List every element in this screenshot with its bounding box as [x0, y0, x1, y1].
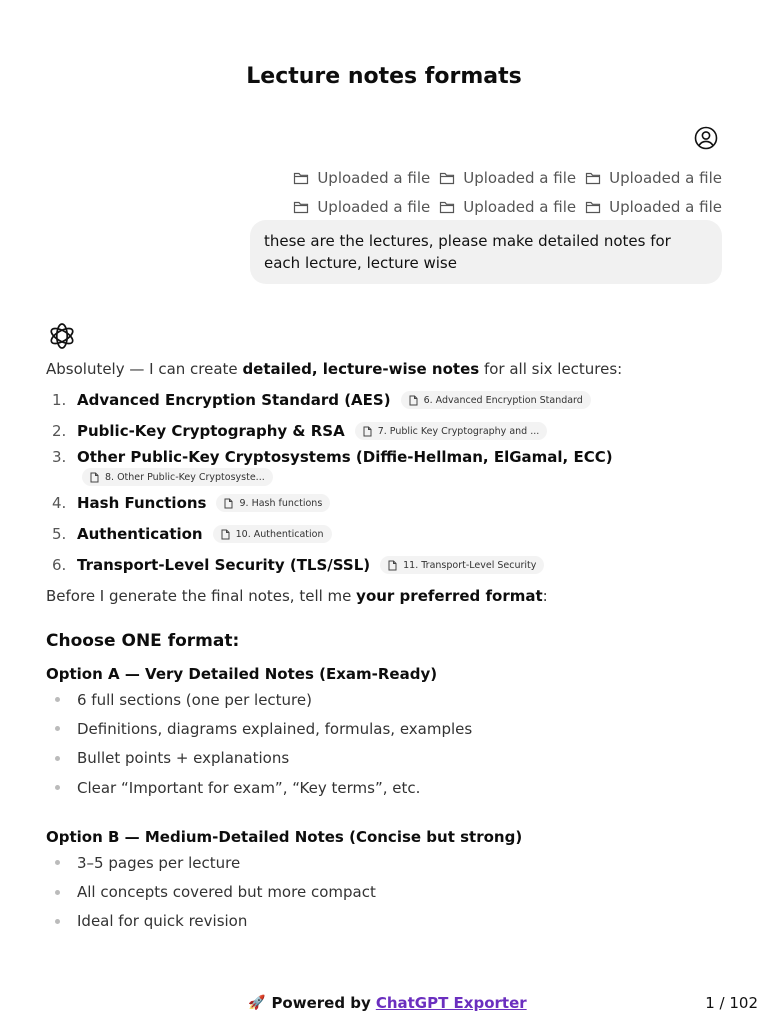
- option-a-list: [46, 685, 726, 802]
- lecture-title: Public-Key Cryptography & RSA: [77, 422, 345, 440]
- document-icon: [224, 498, 233, 509]
- lecture-item: [46, 489, 726, 517]
- list-item: All concepts covered but more compact: [46, 877, 726, 906]
- lecture-number: 5.: [52, 525, 67, 543]
- source-citation[interactable]: 7. Public Key Cryptography and ...: [355, 422, 548, 440]
- option-b-list: [46, 848, 726, 936]
- uploaded-file-chip[interactable]: [439, 198, 576, 216]
- uploaded-file-chip[interactable]: [585, 169, 722, 187]
- uploaded-file-label: Uploaded a file: [317, 197, 431, 216]
- option-a-heading: Option A — Very Detailed Notes (Exam-Ready): [46, 665, 438, 683]
- folder-icon: [585, 171, 601, 185]
- choose-format-heading: Choose ONE format:: [46, 631, 240, 651]
- user-avatar-icon: [694, 126, 718, 150]
- lecture-number: 1.: [52, 391, 67, 409]
- folder-icon: [439, 200, 455, 214]
- file-row: [242, 192, 722, 221]
- bullet-dot: [55, 919, 60, 924]
- uploaded-file-label: Uploaded a file: [463, 197, 577, 216]
- list-item: Bullet points + explanations: [46, 744, 726, 773]
- outro-text: Before I generate the final notes, tell me your preferred format:: [46, 587, 548, 605]
- lecture-list: [46, 386, 726, 579]
- uploaded-file-chip[interactable]: [293, 169, 430, 187]
- document-icon: [409, 395, 418, 406]
- lecture-title: Hash Functions: [77, 494, 207, 512]
- lecture-item: [46, 448, 726, 486]
- source-citation[interactable]: 9. Hash functions: [216, 494, 330, 512]
- user-message-bubble: these are the lectures, please make detailed notes for each lecture, lecture wise: [250, 220, 722, 284]
- openai-logo-icon: [46, 320, 78, 352]
- lecture-title: Advanced Encryption Standard (AES): [77, 391, 391, 409]
- lecture-item: [46, 520, 726, 548]
- uploaded-file-chip[interactable]: [585, 198, 722, 216]
- document-icon: [363, 426, 372, 437]
- lecture-number: 6.: [52, 556, 67, 574]
- list-item: 6 full sections (one per lecture): [46, 685, 726, 714]
- uploaded-files: [242, 163, 722, 221]
- powered-by-label: Powered by: [271, 994, 371, 1012]
- document-icon: [388, 560, 397, 571]
- folder-icon: [293, 171, 309, 185]
- lecture-title: Other Public-Key Cryptosystems (Diffie-Hellman, ElGamal, ECC): [77, 448, 613, 466]
- powered-by: [248, 994, 527, 1012]
- bullet-dot: [55, 726, 60, 731]
- list-item: Definitions, diagrams explained, formulas, examples: [46, 714, 726, 743]
- document-icon: [221, 529, 230, 540]
- lecture-number: 4.: [52, 494, 67, 512]
- source-citation[interactable]: 8. Other Public-Key Cryptosyste...: [82, 468, 273, 486]
- bullet-dot: [55, 756, 60, 761]
- assistant-message: [46, 358, 726, 936]
- folder-icon: [293, 200, 309, 214]
- bullet-dot: [55, 785, 60, 790]
- page-footer: [0, 994, 768, 1014]
- list-item: Ideal for quick revision: [46, 907, 726, 936]
- chatgpt-exporter-link[interactable]: ChatGPT Exporter: [375, 994, 527, 1012]
- document-icon: [90, 472, 99, 483]
- uploaded-file-chip[interactable]: [439, 169, 576, 187]
- uploaded-file-chip[interactable]: [293, 198, 430, 216]
- source-citation[interactable]: 11. Transport-Level Security: [380, 556, 544, 574]
- file-row: [242, 163, 722, 192]
- page-title: Lecture notes formats: [246, 64, 522, 89]
- lecture-item: [46, 386, 726, 414]
- list-item: Clear “Important for exam”, “Key terms”, etc.: [46, 773, 726, 802]
- rocket-icon: 🚀: [248, 995, 266, 1011]
- option-b-heading: Option B — Medium-Detailed Notes (Concise but strong): [46, 828, 523, 847]
- lecture-title: Authentication: [77, 525, 203, 543]
- folder-icon: [439, 171, 455, 185]
- uploaded-file-label: Uploaded a file: [609, 197, 722, 216]
- uploaded-file-label: Uploaded a file: [609, 168, 722, 187]
- source-citation[interactable]: 10. Authentication: [213, 525, 332, 543]
- lecture-number: 2.: [52, 422, 67, 440]
- lecture-number: 3.: [52, 448, 67, 466]
- folder-icon: [585, 200, 601, 214]
- uploaded-file-label: Uploaded a file: [463, 168, 577, 187]
- bullet-dot: [55, 890, 60, 895]
- lecture-item: [46, 417, 726, 445]
- lecture-title: Transport-Level Security (TLS/SSL): [77, 556, 371, 574]
- page-number: 1 / 102: [705, 994, 758, 1012]
- lecture-item: [46, 551, 726, 579]
- bullet-dot: [55, 697, 60, 702]
- source-citation[interactable]: 6. Advanced Encryption Standard: [401, 391, 591, 409]
- intro-text: Absolutely — I can create detailed, lecture-wise notes for all six lectures:: [46, 360, 623, 378]
- bullet-dot: [55, 860, 60, 865]
- uploaded-file-label: Uploaded a file: [317, 168, 431, 187]
- list-item: 3–5 pages per lecture: [46, 848, 726, 877]
